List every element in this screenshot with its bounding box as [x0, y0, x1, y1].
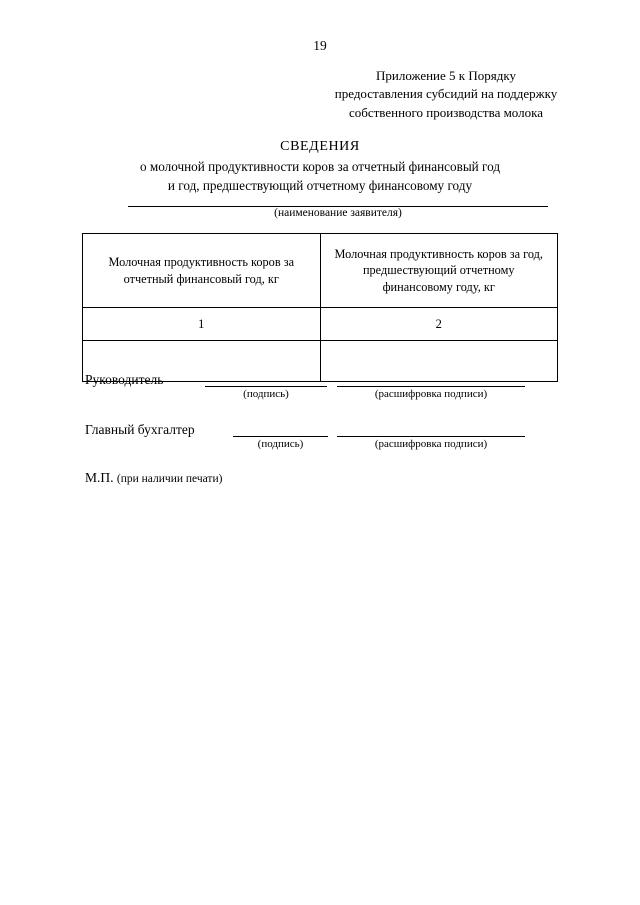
signature-caption-director: (подпись) [243, 388, 289, 400]
signature-line-accountant[interactable] [233, 436, 328, 437]
transcript-caption-accountant: (расшифровка подписи) [374, 438, 488, 450]
table-column-number-1: 1 [83, 308, 321, 341]
table-column-number-row [83, 308, 558, 341]
table-header-cell-2: Молочная продуктивность коров за год, предшествующий отчетному финансовому году, кг [320, 234, 558, 308]
milk-productivity-table [82, 233, 558, 382]
transcript-caption-director: (расшифровка подписи) [374, 388, 488, 400]
signature-line-director[interactable] [205, 386, 327, 387]
table-column-number-2: 2 [320, 308, 558, 341]
stamp-note-prefix: М.П. [85, 470, 114, 485]
page-subtitle-line-2: и год, предшествующий отчетному финансовому году [167, 178, 473, 194]
page-number: 19 [313, 38, 327, 53]
appendix-reference-line-3: собственного производства молока [348, 104, 544, 120]
appendix-reference [296, 67, 596, 122]
transcript-line-accountant[interactable] [337, 436, 525, 437]
table-header-cell-1: Молочная продуктивность коров за отчетный финансовый год, кг [83, 234, 321, 308]
signature-caption-accountant: (подпись) [257, 438, 304, 450]
stamp-note [85, 470, 222, 486]
applicant-name-caption: (наименование заявителя) [274, 207, 402, 219]
stamp-note-text: (при наличии печати) [116, 473, 223, 485]
signature-block-accountant [85, 422, 535, 454]
table-header-row [83, 234, 558, 308]
page-subtitle [0, 157, 640, 195]
signature-label-accountant: Главный бухгалтер [85, 422, 195, 437]
page-title: СВЕДЕНИЯ [280, 139, 360, 154]
appendix-reference-line-1: Приложение 5 к Порядку [376, 68, 516, 83]
transcript-line-director[interactable] [337, 386, 525, 387]
appendix-reference-line-2: предоставления субсидий на поддержку [334, 86, 558, 102]
signature-block-director [85, 372, 535, 404]
page-subtitle-line-1: о молочной продуктивности коров за отчетный финансовый год [139, 159, 501, 174]
signature-label-director: Руководитель [85, 372, 164, 387]
